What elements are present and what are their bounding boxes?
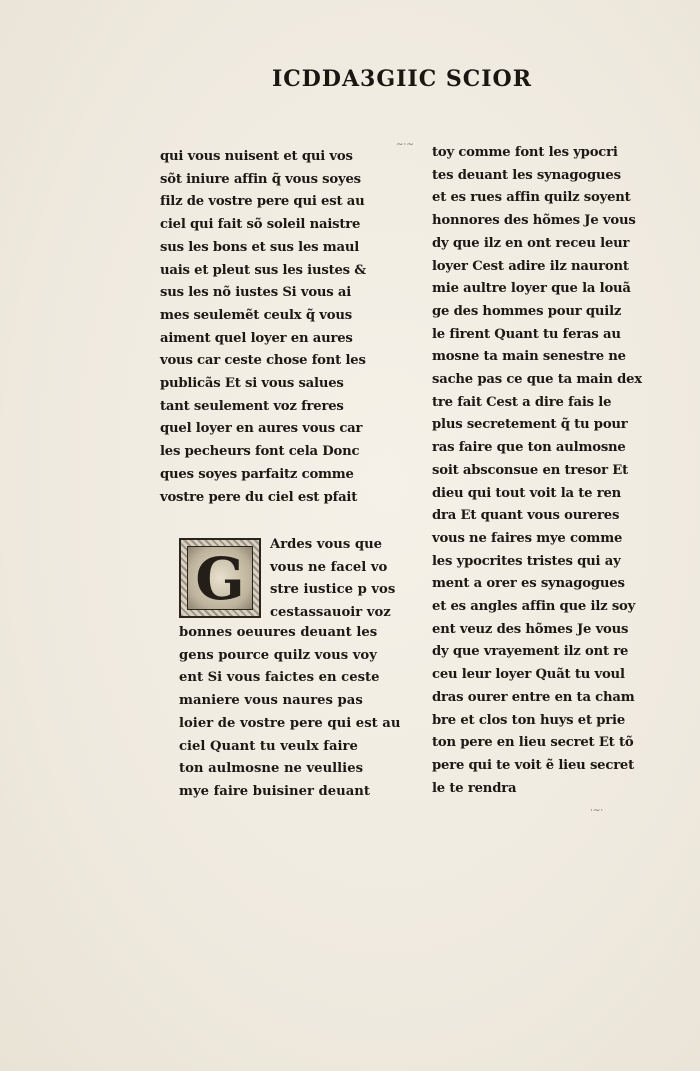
text-line: ment a orer es synagogues xyxy=(432,576,625,592)
text-line: uais et pleut sus les iustes & xyxy=(160,262,366,278)
text-line: mes seulemẽt ceulx q̃ vous xyxy=(160,307,352,323)
text-line: vous car ceste chose font les xyxy=(160,353,366,369)
text-line: ent veuz des hõmes Je vous xyxy=(432,621,629,637)
text-line: soit absconsue en tresor Et xyxy=(432,462,629,478)
text-line: sus les nõ iustes Si vous ai xyxy=(160,285,352,301)
text-line: mie aultre loyer que la louã xyxy=(432,281,631,297)
text-line: ton aulmosne ne veullies xyxy=(179,761,364,777)
initial-side-text xyxy=(270,534,410,625)
ink-speck: ·~· xyxy=(590,806,604,816)
text-line: dra Et quant vous oureres xyxy=(432,508,620,524)
text-line: gens pource quilz vous voy xyxy=(179,647,377,663)
running-title: ICDDA3GIIC SCIOR xyxy=(272,66,533,92)
text-line: sõt iniure affin q̃ vous soyes xyxy=(160,171,361,187)
text-line: plus secretement q̃ tu pour xyxy=(432,417,628,433)
right-column xyxy=(432,142,672,800)
text-line: maniere vous naures pas xyxy=(179,693,363,709)
text-line: et es angles affin que ilz soy xyxy=(432,599,636,615)
text-line: mosne ta main senestre ne xyxy=(432,349,626,365)
text-line: dieu qui tout voit la te ren xyxy=(432,485,622,501)
text-line: loyer Cest adire ilz nauront xyxy=(432,258,629,274)
text-line: quel loyer en aures vous car xyxy=(160,421,363,437)
text-line: toy comme font les ypocri xyxy=(432,145,618,160)
text-line: vous ne faires mye comme xyxy=(432,530,623,546)
text-line: le te rendra xyxy=(432,780,517,796)
text-line: ceu leur loyer Quãt tu voul xyxy=(432,667,625,683)
text-line: cestassauoir voz xyxy=(270,605,391,621)
text-line: ques soyes parfaitz comme xyxy=(160,466,354,482)
left-column xyxy=(160,146,400,509)
text-line: sus les bons et sus les maul xyxy=(160,239,360,255)
text-line: bonnes oeuures deuant les xyxy=(179,625,378,640)
text-line: ent Si vous faictes en ceste xyxy=(179,670,380,686)
text-line: ciel Quant tu veulx faire xyxy=(179,738,358,754)
text-line: mye faire buisiner deuant xyxy=(179,783,370,799)
text-line: tant seulement voz freres xyxy=(160,398,344,414)
text-line: ge des hommes pour quilz xyxy=(432,303,622,319)
text-line: bre et clos ton huys et prie xyxy=(432,712,626,728)
text-line: tre fait Cest a dire fais le xyxy=(432,394,612,410)
text-line: vous ne facel vo xyxy=(270,559,388,575)
text-line: aiment quel loyer en aures xyxy=(160,330,353,346)
text-line: honnores des hõmes Je vous xyxy=(432,213,636,229)
initial-frame xyxy=(187,545,253,613)
text-line: sache pas ce que ta main dex xyxy=(432,372,642,388)
text-line: ras faire que ton aulmosne xyxy=(432,440,626,456)
text-line: Ardes vous que xyxy=(270,537,383,552)
text-line: ciel qui fait sõ soleil naistre xyxy=(160,217,361,233)
initial-following-text xyxy=(179,622,419,804)
ink-speck: ~·~ xyxy=(396,140,414,150)
text-line: dras ourer entre en ta cham xyxy=(432,689,635,705)
text-line: tes deuant les synagogues xyxy=(432,167,621,183)
text-line: dy que vrayement ilz ont re xyxy=(432,644,629,660)
text-line: et es rues affin quilz soyent xyxy=(432,190,631,206)
text-line: qui vous nuisent et qui vos xyxy=(160,149,353,164)
text-line: ton pere en lieu secret Et tõ xyxy=(432,735,634,751)
text-line: le firent Quant tu feras au xyxy=(432,326,621,342)
text-line: les ypocrites tristes qui ay xyxy=(432,553,621,569)
illuminated-initial xyxy=(179,538,261,618)
text-line: vostre pere du ciel est pfait xyxy=(160,489,358,505)
text-line: pere qui te voit ẽ lieu secret xyxy=(432,757,635,773)
text-line: stre iustice p vos xyxy=(270,582,396,598)
text-line: dy que ilz en ont receu leur xyxy=(432,235,630,251)
text-line: loier de vostre pere qui est au xyxy=(179,715,401,731)
initial-letter: G xyxy=(195,545,245,613)
text-line: les pecheurs font cela Donc xyxy=(160,444,360,460)
text-line: publicãs Et si vous salues xyxy=(160,376,344,392)
text-line: filz de vostre pere qui est au xyxy=(160,194,365,210)
